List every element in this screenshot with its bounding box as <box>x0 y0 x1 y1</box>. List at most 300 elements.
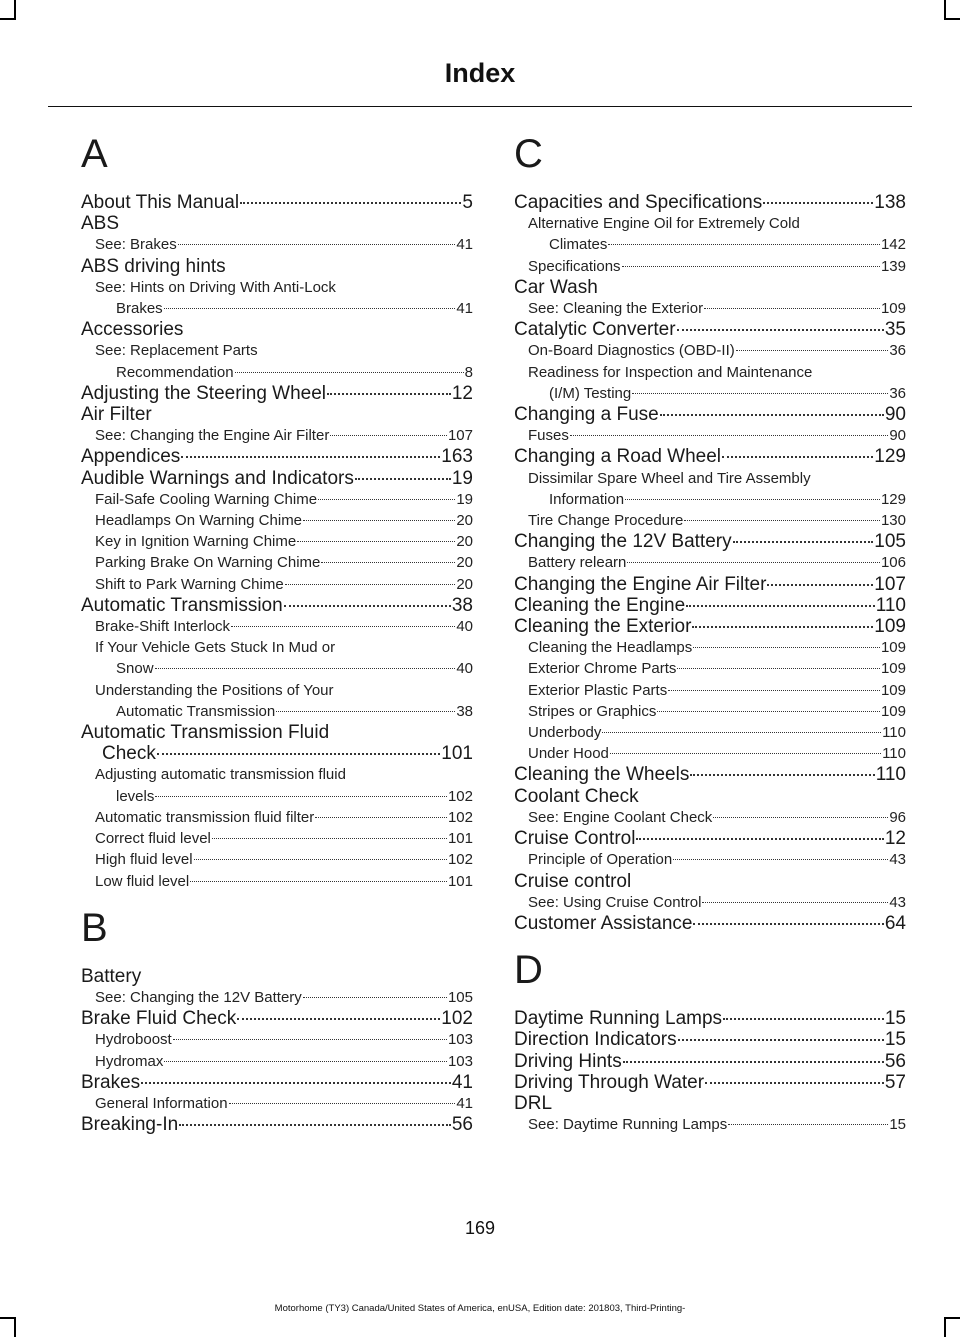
dot-leader <box>692 626 873 628</box>
entry-text-line1: Understanding the Positions of Your <box>95 681 334 699</box>
dot-leader <box>608 244 880 245</box>
dot-leader <box>237 1018 440 1020</box>
index-subentry[interactable] <box>514 552 906 573</box>
index-entry[interactable] <box>514 404 906 425</box>
entry-page: 19 <box>451 467 473 489</box>
entry-text: (I/M) Testing <box>549 384 632 402</box>
crop-mark <box>14 0 16 20</box>
entry-page: 110 <box>875 594 906 616</box>
dot-leader <box>570 435 888 436</box>
dot-leader <box>355 478 451 480</box>
dot-leader <box>693 923 883 925</box>
entry-page: 110 <box>875 764 906 786</box>
entry-continuation <box>95 362 473 383</box>
entry-page: 130 <box>880 512 906 530</box>
entry-text: Exterior Chrome Parts <box>528 660 677 678</box>
entry-text: levels <box>116 787 155 805</box>
index-subentry[interactable] <box>81 277 473 319</box>
entry-page: 142 <box>880 236 906 254</box>
entry-text: Check <box>102 743 156 765</box>
dot-leader <box>677 668 880 669</box>
entry-page: 102 <box>447 851 473 869</box>
entry-continuation <box>528 489 906 510</box>
entry-page: 106 <box>880 554 906 572</box>
entry-text: Parking Brake On Warning Chime <box>95 554 321 572</box>
index-subentry[interactable] <box>81 828 473 849</box>
entry-page: 110 <box>882 745 906 763</box>
index-subentry[interactable] <box>514 637 906 658</box>
entry-page: 41 <box>451 1071 473 1093</box>
entry-page: 96 <box>889 808 906 826</box>
entry-page: 105 <box>447 988 473 1006</box>
entry-text: Principle of Operation <box>528 851 673 869</box>
entry-text: Headlamps On Warning Chime <box>95 512 303 530</box>
crop-mark <box>0 18 16 20</box>
index-entry[interactable] <box>81 192 473 213</box>
entry-text: See: Changing the Engine Air Filter <box>95 427 330 445</box>
dot-leader <box>212 838 447 839</box>
dot-leader <box>231 626 455 627</box>
entry-continuation <box>95 701 473 722</box>
entry-page: 110 <box>882 724 906 742</box>
dot-leader <box>179 1124 451 1126</box>
entry-page: 56 <box>884 1050 906 1072</box>
entry-page: 36 <box>889 384 906 402</box>
index-entry[interactable] <box>514 871 906 892</box>
entry-page: 15 <box>884 1008 906 1030</box>
entry-text-line1: Adjusting automatic transmission fluid <box>95 766 346 784</box>
entry-page: 101 <box>447 830 473 848</box>
dot-leader <box>240 202 461 204</box>
entry-text: Appendices <box>81 446 181 468</box>
index-subentry[interactable] <box>81 764 473 806</box>
entry-text: DRL <box>514 1092 553 1114</box>
entry-page: 109 <box>880 639 906 657</box>
dot-leader <box>284 605 451 607</box>
dot-leader <box>677 329 884 331</box>
crop-mark <box>944 1317 960 1319</box>
index-column-right <box>514 122 906 1135</box>
entry-text: Cleaning the Wheels <box>514 764 690 786</box>
index-entry[interactable] <box>514 531 906 552</box>
entry-text: Brake Fluid Check <box>81 1008 237 1030</box>
index-subentry[interactable] <box>81 637 473 679</box>
dot-leader <box>610 753 881 754</box>
entry-text: Exterior Plastic Parts <box>528 681 668 699</box>
entry-text-line1: Readiness for Inspection and Maintenance <box>528 363 813 381</box>
index-entry[interactable] <box>514 1008 906 1029</box>
index-entry[interactable] <box>514 616 906 637</box>
entry-page: 41 <box>456 1094 473 1112</box>
index-subentry[interactable] <box>81 574 473 595</box>
entry-text: Recommendation <box>116 363 234 381</box>
dot-leader <box>157 753 440 755</box>
index-subentry[interactable] <box>514 658 906 679</box>
index-subentry[interactable] <box>514 213 906 255</box>
entry-page: 102 <box>447 808 473 826</box>
index-subentry[interactable] <box>81 1029 473 1050</box>
entry-text: Cleaning the Headlamps <box>528 639 693 657</box>
dot-leader <box>684 520 880 521</box>
entry-page: 15 <box>889 1116 906 1134</box>
index-entry[interactable] <box>514 446 906 467</box>
section-letter: C <box>514 132 543 176</box>
index-column-left <box>81 122 473 1135</box>
entry-page: 109 <box>880 702 906 720</box>
index-entry[interactable] <box>514 277 906 298</box>
dot-leader <box>636 838 883 840</box>
entry-page: 129 <box>880 490 906 508</box>
entry-text-line1: Automatic Transmission Fluid <box>81 722 330 744</box>
index-subentry[interactable] <box>81 987 473 1008</box>
entry-page: 38 <box>451 594 473 616</box>
dot-leader <box>657 711 880 712</box>
entry-page: 41 <box>456 300 473 318</box>
entry-page: 41 <box>456 236 473 254</box>
entry-text: Capacities and Specifications <box>514 192 763 213</box>
dot-leader <box>704 308 880 309</box>
index-subentry[interactable] <box>81 340 473 382</box>
index-subentry[interactable] <box>514 362 906 404</box>
index-entry[interactable] <box>81 966 473 987</box>
entry-text: Fuses <box>528 427 569 445</box>
entry-text: Climates <box>549 236 608 254</box>
entry-page: 43 <box>889 851 906 869</box>
index-subentry[interactable] <box>514 892 906 913</box>
entry-page: 35 <box>884 319 906 341</box>
index-subentry[interactable] <box>81 1051 473 1072</box>
entry-page: 109 <box>880 681 906 699</box>
index-subentry[interactable] <box>81 531 473 552</box>
entry-text: Changing the Engine Air Filter <box>514 573 767 595</box>
index-subentry[interactable] <box>81 1093 473 1114</box>
entry-continuation <box>95 658 473 679</box>
entry-page: 56 <box>451 1114 473 1136</box>
entry-text: High fluid level <box>95 851 193 869</box>
dot-leader <box>623 1061 884 1063</box>
entry-page: 107 <box>447 427 473 445</box>
index-subentry[interactable] <box>81 425 473 446</box>
entry-text: Driving Hints <box>514 1050 622 1072</box>
dot-leader <box>625 499 880 500</box>
entry-page: 109 <box>880 300 906 318</box>
index-entry[interactable] <box>514 192 906 213</box>
index-entry[interactable] <box>81 319 473 340</box>
index-entry[interactable] <box>81 595 473 616</box>
entry-text: Audible Warnings and Indicators <box>81 467 354 489</box>
dot-leader <box>178 244 456 245</box>
index-entry[interactable] <box>81 1114 473 1135</box>
dot-leader <box>303 520 455 521</box>
index-subentry[interactable] <box>81 849 473 870</box>
entry-text: See: Cleaning the Exterior <box>528 300 704 318</box>
entry-text: Specifications <box>528 257 621 275</box>
dot-leader <box>713 817 888 818</box>
index-subentry[interactable] <box>81 489 473 510</box>
entry-text-line1: See: Hints on Driving With Anti-Lock <box>95 278 336 296</box>
index-entry[interactable] <box>514 595 906 616</box>
dot-leader <box>318 499 455 500</box>
entry-page: 38 <box>456 702 473 720</box>
index-subentry[interactable] <box>514 298 906 319</box>
entry-page: 57 <box>884 1071 906 1093</box>
entry-text: Car Wash <box>514 276 598 298</box>
edition-footer: Motorhome (TY3) Canada/United States of America, enUSA, Edition date: 201803, Third-Printing- <box>274 1303 686 1314</box>
entry-page: 43 <box>889 893 906 911</box>
entry-page: 36 <box>889 342 906 360</box>
entry-text: Information <box>549 490 625 508</box>
dot-leader <box>722 456 873 458</box>
dot-leader <box>705 1082 884 1084</box>
entry-continuation <box>81 743 473 764</box>
index-entry[interactable] <box>81 446 473 467</box>
entry-page: 64 <box>884 912 906 934</box>
entry-text: Catalytic Converter <box>514 319 676 341</box>
entry-text: Changing the 12V Battery <box>514 531 732 553</box>
entry-page: 90 <box>889 427 906 445</box>
entry-page: 163 <box>441 446 473 468</box>
index-entry[interactable] <box>81 256 473 277</box>
crop-mark <box>944 0 946 20</box>
entry-text: Direction Indicators <box>514 1029 677 1051</box>
index-subentry[interactable] <box>514 1114 906 1135</box>
index-subentry[interactable] <box>514 340 906 361</box>
index-subentry[interactable] <box>81 680 473 722</box>
entry-text: Automatic Transmission <box>81 594 283 616</box>
entry-text: See: Brakes <box>95 236 177 254</box>
entry-page: 101 <box>447 872 473 890</box>
entry-text: Cruise Control <box>514 828 636 850</box>
index-subentry[interactable] <box>514 807 906 828</box>
entry-text: Hydroboost <box>95 1031 172 1049</box>
index-subentry[interactable] <box>514 849 906 870</box>
dot-leader <box>673 859 888 860</box>
entry-page: 5 <box>462 192 473 213</box>
entry-text: Stripes or Graphics <box>528 702 657 720</box>
entry-text: Daytime Running Lamps <box>514 1008 723 1030</box>
index-entry[interactable] <box>514 1093 906 1114</box>
crop-mark <box>14 1317 16 1337</box>
entry-text-line1: If Your Vehicle Gets Stuck In Mud or <box>95 639 336 657</box>
entry-page: 12 <box>451 382 473 404</box>
entry-text-line1: See: Replacement Parts <box>95 342 258 360</box>
dot-leader <box>297 541 455 542</box>
dot-leader <box>690 774 874 776</box>
entry-page: 15 <box>884 1029 906 1051</box>
entry-page: 139 <box>880 257 906 275</box>
index-subentry[interactable] <box>514 468 906 510</box>
index-subentry[interactable] <box>81 871 473 892</box>
dot-leader <box>767 584 873 586</box>
dot-leader <box>602 732 881 733</box>
index-subentry[interactable] <box>514 743 906 764</box>
entry-text: Breaking-In <box>81 1114 179 1136</box>
entry-text: Underbody <box>528 724 602 742</box>
index-entry[interactable] <box>81 383 473 404</box>
entry-page: 40 <box>456 618 473 636</box>
dot-leader <box>141 1082 451 1084</box>
index-entry[interactable] <box>514 828 906 849</box>
index-entry[interactable] <box>514 574 906 595</box>
entry-continuation <box>95 786 473 807</box>
entry-text: Coolant Check <box>514 785 639 807</box>
index-entry[interactable] <box>514 1029 906 1050</box>
entry-text: Brake-Shift Interlock <box>95 618 231 636</box>
entry-text: Cruise control <box>514 870 632 892</box>
index-entry[interactable] <box>81 213 473 234</box>
dot-leader <box>164 308 456 309</box>
entry-page: 105 <box>874 531 906 553</box>
entry-text: Tire Change Procedure <box>528 512 684 530</box>
entry-text: ABS driving hints <box>81 255 226 277</box>
dot-leader <box>303 997 447 998</box>
entry-text: Brakes <box>116 300 163 318</box>
entry-text: Battery relearn <box>528 554 627 572</box>
index-subentry[interactable] <box>81 616 473 637</box>
index-subentry[interactable] <box>514 256 906 277</box>
dot-leader <box>736 350 889 351</box>
dot-leader <box>693 647 880 648</box>
entry-text: Hydromax <box>95 1052 164 1070</box>
entry-page: 8 <box>464 363 473 381</box>
entry-text: See: Using Cruise Control <box>528 893 702 911</box>
entry-text: About This Manual <box>81 192 240 213</box>
entry-text: Key in Ignition Warning Chime <box>95 533 297 551</box>
entry-text: On-Board Diagnostics (OBD-II) <box>528 342 735 360</box>
index-entry[interactable] <box>514 913 906 934</box>
dot-leader <box>763 202 873 204</box>
entry-continuation <box>95 298 473 319</box>
header-rule <box>48 106 912 107</box>
entry-page: 20 <box>456 575 473 593</box>
entry-page: 103 <box>447 1052 473 1070</box>
index-subentry[interactable] <box>514 701 906 722</box>
page-number: 169 <box>464 1218 496 1238</box>
crop-mark <box>944 1317 946 1337</box>
entry-page: 101 <box>441 743 473 765</box>
entry-page: 109 <box>880 660 906 678</box>
entry-text: Changing a Road Wheel <box>514 446 722 468</box>
entry-page: 102 <box>447 787 473 805</box>
index-subentry[interactable] <box>81 807 473 828</box>
dot-leader <box>668 690 880 691</box>
entry-text: Changing a Fuse <box>514 404 659 426</box>
entry-text: Automatic Transmission <box>116 702 276 720</box>
index-subentry[interactable] <box>514 722 906 743</box>
entry-page: 12 <box>884 828 906 850</box>
index-entry[interactable] <box>81 404 473 425</box>
dot-leader <box>632 393 888 394</box>
entry-text: Driving Through Water <box>514 1071 705 1093</box>
entry-text: Customer Assistance <box>514 912 693 934</box>
index-entry[interactable] <box>81 468 473 489</box>
dot-leader <box>285 584 456 585</box>
dot-leader <box>173 1039 447 1040</box>
index-entry[interactable] <box>514 1072 906 1093</box>
entry-continuation <box>528 234 906 255</box>
dot-leader <box>627 562 880 563</box>
entry-text: Accessories <box>81 319 184 341</box>
index-subentry[interactable] <box>514 425 906 446</box>
entry-text: Snow <box>116 660 154 678</box>
entry-page: 103 <box>447 1031 473 1049</box>
entry-text-line1: Dissimilar Spare Wheel and Tire Assembly <box>528 469 811 487</box>
crop-mark <box>0 1317 16 1319</box>
index-entry[interactable] <box>514 786 906 807</box>
dot-leader <box>733 541 874 543</box>
index-entry[interactable] <box>81 722 473 764</box>
entry-text: Air Filter <box>81 404 152 426</box>
index-subentry[interactable] <box>81 510 473 531</box>
index-entry[interactable] <box>514 764 906 785</box>
index-subentry[interactable] <box>81 234 473 255</box>
index-subentry[interactable] <box>514 510 906 531</box>
crop-mark <box>944 18 960 20</box>
index-entry[interactable] <box>514 1051 906 1072</box>
entry-text: Battery <box>81 965 142 987</box>
dot-leader <box>723 1018 884 1020</box>
entry-text: Brakes <box>81 1071 141 1093</box>
entry-text: See: Engine Coolant Check <box>528 808 713 826</box>
section-letter: A <box>81 132 108 176</box>
index-entry[interactable] <box>81 1072 473 1093</box>
entry-text: Under Hood <box>528 745 609 763</box>
index-subentry[interactable] <box>81 552 473 573</box>
entry-page: 20 <box>456 554 473 572</box>
entry-text: Low fluid level <box>95 872 190 890</box>
dot-leader <box>702 902 888 903</box>
section-letter: B <box>81 905 108 950</box>
entry-page: 138 <box>874 192 906 213</box>
entry-page: 19 <box>456 490 473 508</box>
entry-page: 90 <box>884 404 906 426</box>
dot-leader <box>276 711 455 712</box>
index-subentry[interactable] <box>514 680 906 701</box>
dot-leader <box>321 562 455 563</box>
entry-page: 109 <box>874 616 906 638</box>
dot-leader <box>622 266 880 267</box>
dot-leader <box>678 1039 884 1041</box>
index-entry[interactable] <box>514 319 906 340</box>
entry-page: 129 <box>874 446 906 468</box>
dot-leader <box>181 456 440 458</box>
dot-leader <box>327 393 451 395</box>
dot-leader <box>660 414 884 416</box>
entry-page: 102 <box>441 1008 473 1030</box>
entry-text: Cleaning the Engine <box>514 594 686 616</box>
entry-page: 40 <box>456 660 473 678</box>
dot-leader <box>728 1124 888 1125</box>
entry-text: See: Changing the 12V Battery <box>95 988 302 1006</box>
entry-text: See: Daytime Running Lamps <box>528 1116 728 1134</box>
dot-leader <box>155 796 447 797</box>
page-title: Index <box>444 58 516 88</box>
entry-text: Fail-Safe Cooling Warning Chime <box>95 490 318 508</box>
dot-leader <box>315 817 447 818</box>
entry-text-line1: Alternative Engine Oil for Extremely Cold <box>528 215 800 233</box>
entry-page: 20 <box>456 512 473 530</box>
dot-leader <box>155 668 456 669</box>
index-entry[interactable] <box>81 1008 473 1029</box>
section-letter: D <box>514 948 543 993</box>
entry-text: Correct fluid level <box>95 830 211 848</box>
entry-text: Shift to Park Warning Chime <box>95 575 284 593</box>
entry-continuation <box>528 383 906 404</box>
dot-leader <box>194 859 447 860</box>
entry-page: 107 <box>874 573 906 595</box>
dot-leader <box>229 1103 456 1104</box>
entry-text: Automatic transmission fluid filter <box>95 808 315 826</box>
